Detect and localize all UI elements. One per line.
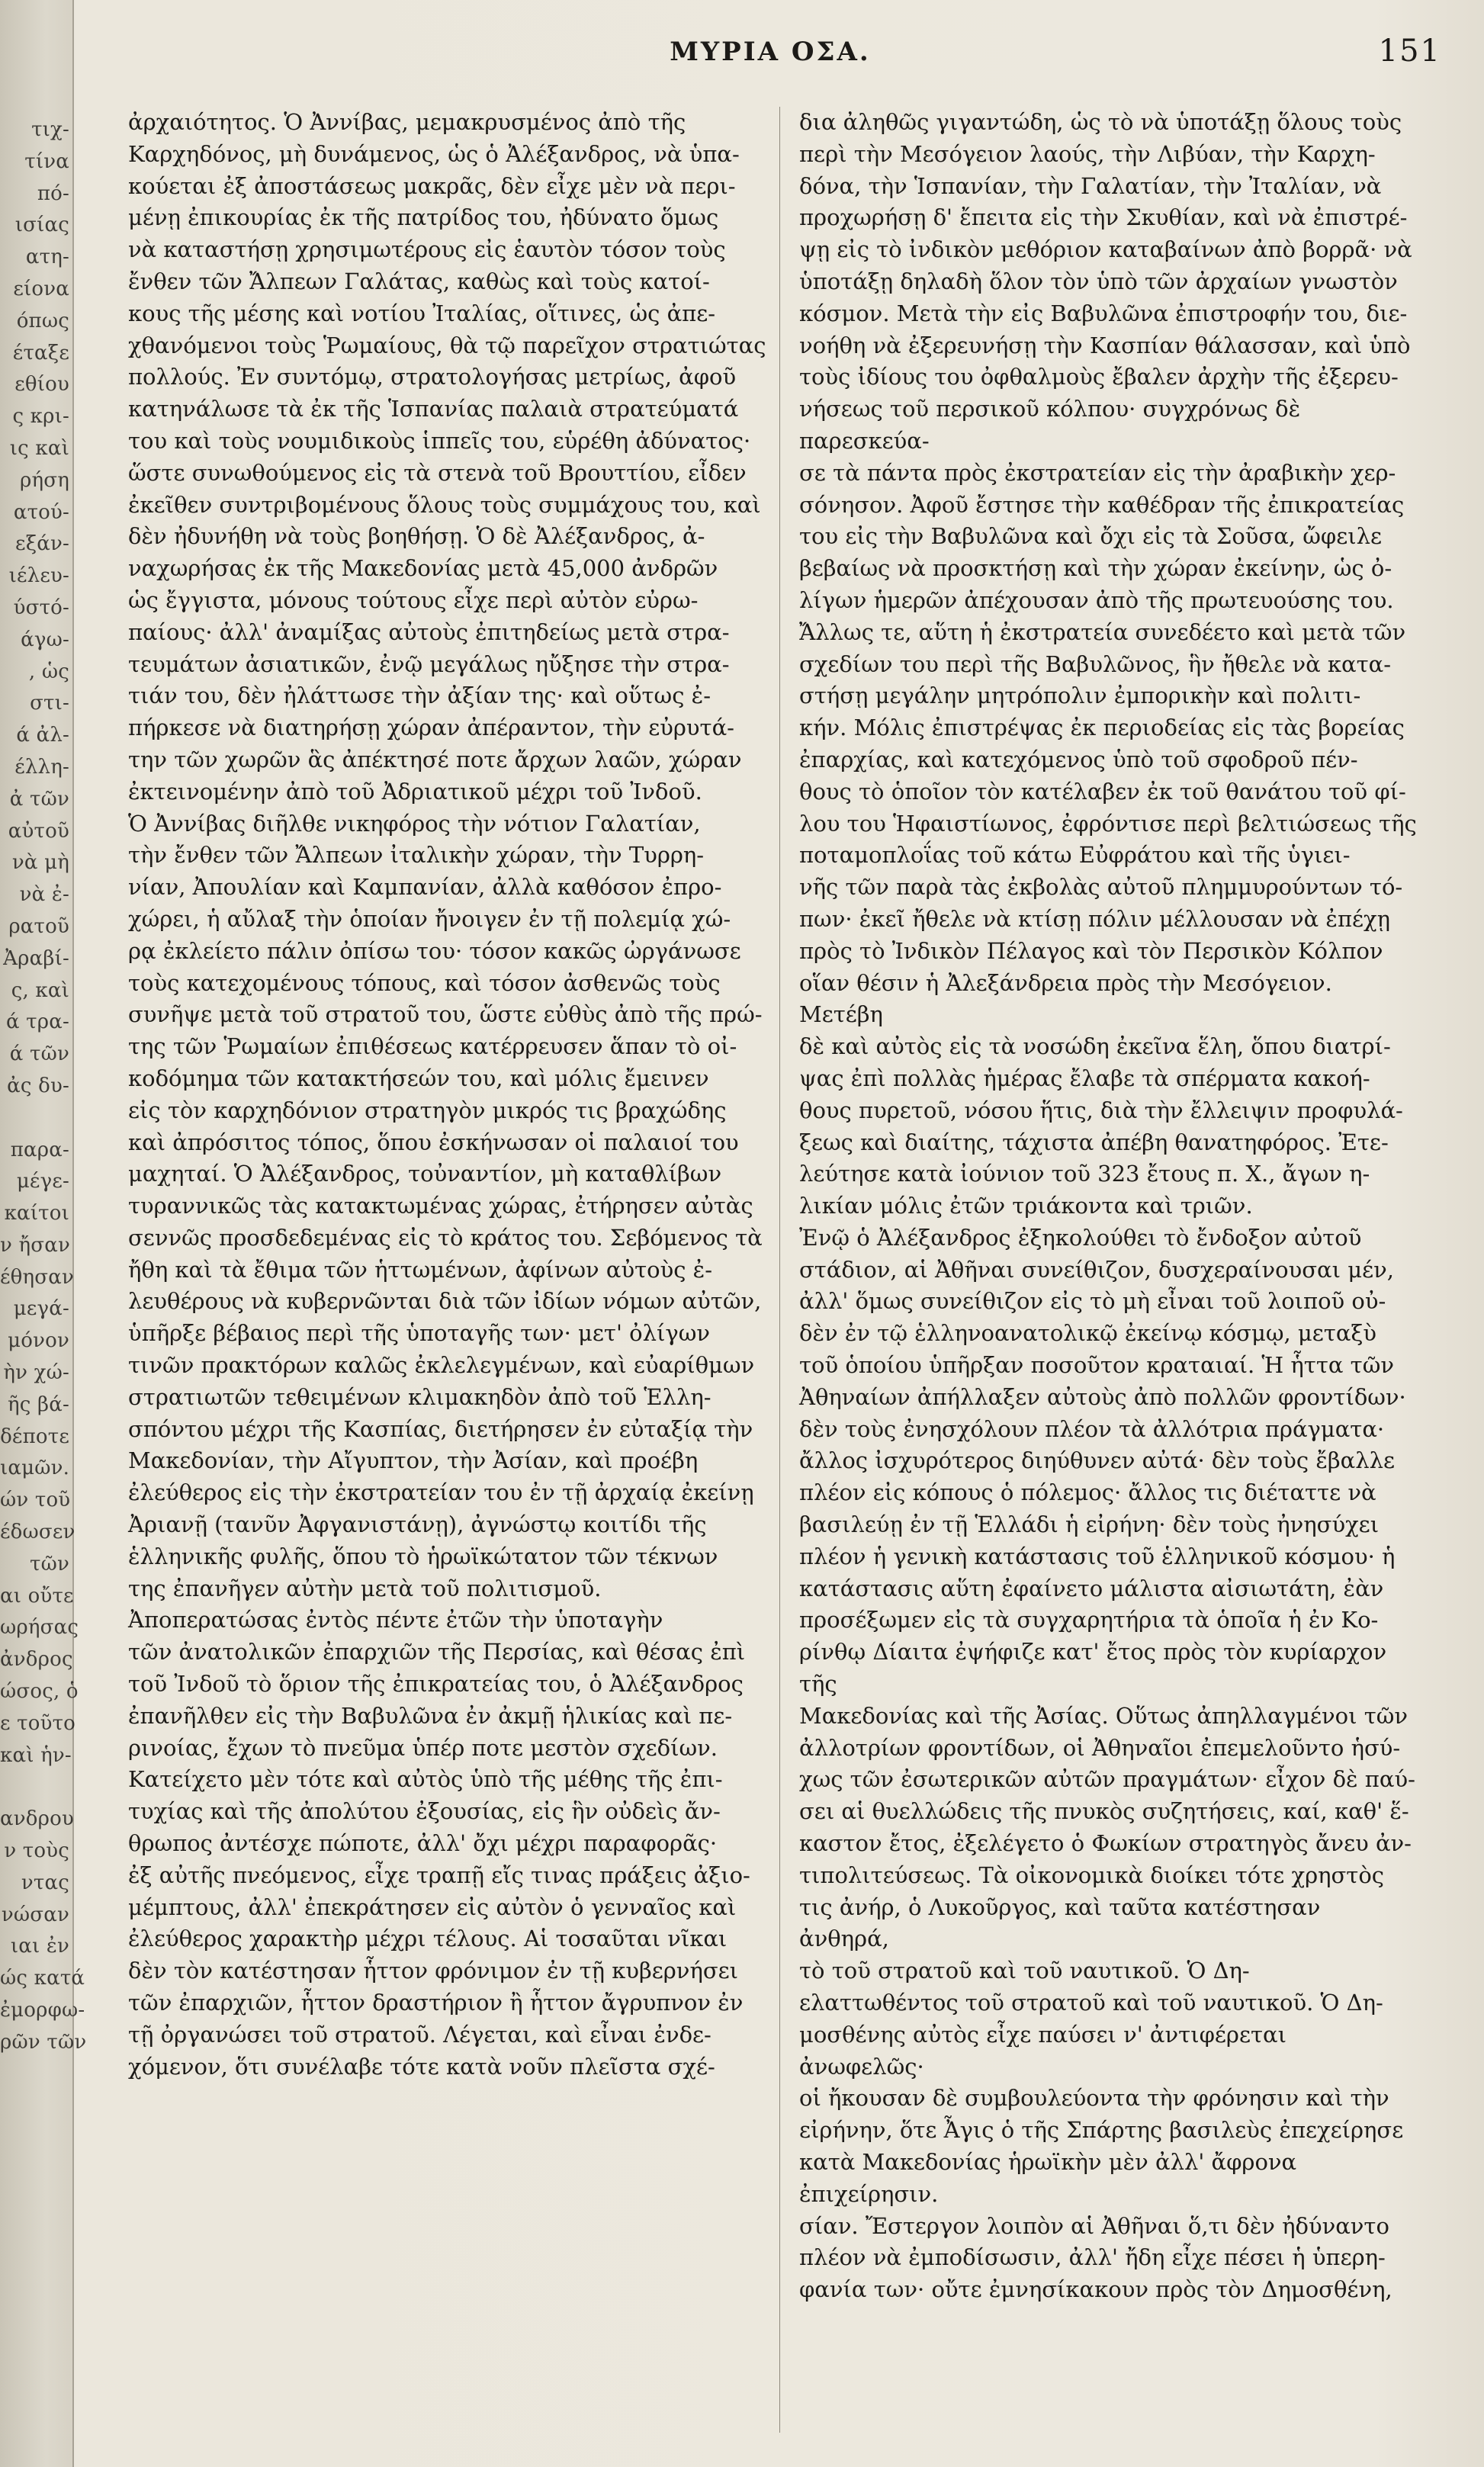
gutter-fragment: καὶ ἡν- bbox=[0, 1743, 72, 1767]
gutter-fragment: ρήση bbox=[20, 468, 69, 492]
gutter-fragment: ν τοὺς bbox=[4, 1839, 69, 1863]
gutter-fragment: ις καὶ bbox=[9, 436, 69, 460]
gutter-fragment bbox=[0, 1772, 69, 1804]
gutter-fragment bbox=[0, 1103, 69, 1135]
gutter-fragment: ἀνδρος bbox=[0, 1648, 73, 1672]
gutter-fragment: καίτοι bbox=[4, 1202, 69, 1225]
gutter-fragment: ατού- bbox=[13, 500, 69, 524]
gutter-fragment: ἀ τῶν bbox=[9, 787, 69, 811]
page-number: 151 bbox=[1378, 34, 1441, 69]
gutter-fragment: τίνα bbox=[24, 149, 69, 173]
gutter-fragment: ε τοῦτο bbox=[0, 1711, 76, 1735]
gutter-fragment: έδωσεν bbox=[0, 1521, 75, 1544]
gutter-fragment: ά τρα- bbox=[5, 1010, 69, 1034]
gutter-fragment: ς, καὶ bbox=[11, 978, 69, 1002]
gutter-fragment: τιχ- bbox=[31, 118, 69, 141]
gutter-fragment: πό- bbox=[37, 181, 69, 205]
gutter-fragment: Ἀραβί- bbox=[3, 946, 69, 970]
gutter-fragment: εξάν- bbox=[15, 532, 69, 556]
gutter-fragment: ν ἤσαν bbox=[0, 1233, 70, 1257]
gutter-fragment: παρα- bbox=[10, 1138, 69, 1161]
gutter-fragment: έταξε bbox=[12, 341, 69, 365]
adjacent-page-gutter bbox=[0, 0, 87, 2467]
gutter-fragment: ών τοῦ bbox=[0, 1489, 71, 1512]
gutter-fragment: ιαμῶν. bbox=[0, 1457, 70, 1480]
gutter-fragment: εθίου bbox=[14, 373, 69, 397]
left-paragraph-3: Ἀποπερατώσας ἐντὸς πέντε ἐτῶν τὴν ὑποταγὴν τῶν ἀνατολικῶν ἐπαρχιῶν τῆς Περσίας, καὶ θέσας ἐπὶ τοῦ Ἰνδοῦ τὸ ὅριον τῆς ἐπικρατείας του, ὁ Ἀλέξανδρος ἐπανῆλθεν εἰς τὴν Βαβυλῶνα ἐν ἀκμῇ ἡλικίας καὶ πε- ρινοίας, ἔχων τὸ πνεῦμα ὑπέρ ποτε μεστὸν σχεδίων. Κατείχετο μὲν τότε καὶ αὐτὸς ὑπὸ τῆς μέθης τῆς ἐπι- τυχίας καὶ τῆς ἀπολύτου ἐξουσίας, εἰς ἣν οὐδεὶς ἄν- θρωπος ἀντέσχε πώποτε, ἀλλ' ὄχι μέχρι παραφορᾶς· ἐξ αὐτῆς πνεόμενος, εἶχε τραπῇ εἴς τινας πράξεις ἀξιο- μέμπτους, ἀλλ' ἐπεκράτησεν εἰς αὐτὸν ὁ γενναῖος καὶ ἐλεύθερος χαρακτὴρ μέχρι τέλους. Αἱ τοσαῦται νῖκαι δὲν τὸν κατέστησαν ἧττον φρόνιμον ἐν τῇ κυβερνήσει τῶν ἐπαρχιῶν, ἧττον δραστήριον ἢ ἧττον ἄγρυπνον ἐν τῇ ὀργανώσει τοῦ στρατοῦ. Λέγεται, καὶ εἶναι ἐνδε- χόμενον, ὅτι συνέλαβε τότε κατὰ νοῦν πλεῖστα σχέ- bbox=[128, 1607, 750, 2080]
right-column bbox=[799, 107, 1417, 2306]
gutter-fragment: ἐμορφω- bbox=[0, 1999, 85, 2022]
page-header bbox=[84, 31, 1457, 76]
adjacent-page-fragments bbox=[0, 0, 87, 2059]
right-paragraph-2: Ἐνῷ ὁ Ἀλέξανδρος ἐξηκολούθει τὸ ἔνδοξον αὐτοῦ στάδιον, αἱ Ἀθῆναι συνείθιζον, δυσχεραίνουσαι μέν, ἀλλ' ὅμως συνείθιζον εἰς τὸ μὴ εἶναι τοῦ λοιποῦ οὐ- δὲν ἐν τῷ ἑλληνοανατολικῷ ἐκείνῳ κόσμῳ, μεταξὺ τοῦ ὁποίου ὑπῆρξαν ποσοῦτον κραταιαί. Ἡ ἧττα τῶν Ἀθηναίων ἀπήλλαξεν αὐτοὺς ἀπὸ πολλῶν φροντίδων· δὲν τοὺς ἐνησχόλουν πλέον τὰ ἀλλότρια πράγματα· ἄλλος ἰσχυρότερος διηύθυνεν αὐτά· δὲν τοὺς ἔβαλλε πλέον εἰς κόπους ὁ πόλεμος· ἄλλος τις διέταττε νὰ βασιλεύῃ ἐν τῇ Ἑλλάδι ἡ εἰρήνη· δὲν τοὺς ἠνησύχει πλέον ἡ γενικὴ κατάστασις τοῦ ἑλληνικοῦ κόσμου· ἡ κατάστασις αὕτη ἐφαίνετο μάλιστα αἰσιωτάτη, ἐὰν προσέξωμεν εἰς τὰ συγχαρητήρια τὰ ὁποῖα ἡ ἐν Κο- ρίνθῳ Δίαιτα ἐψήφιζε κατ' ἔτος πρὸς τὸν κυρίαρχον τῆς Μακεδονίας καὶ τῆς Ἀσίας. Οὕτως ἀπηλλαγμένοι τῶν ἀλλοτρίων φροντίδων, οἱ Ἀθηναῖοι ἐπεμελοῦντο ἡσύ- χως τῶν ἐσωτερικῶν αὐτῶν πραγμάτων· εἶχον δὲ παύ- σει αἱ θυελλώδεις τῆς πνυκὸς συζητήσεις, καί, καθ' ἕ- καστον ἔτος, ἐξελέγετο ὁ Φωκίων στρατηγὸς ἄνευ ἀν- τιπολιτεύσεως. Τὰ οἰκονομικὰ διοίκει τότε χρηστὸς τις ἀνήρ, ὁ Λυκοῦργος, καὶ ταῦτα κατέστησαν ἀνθηρά, τὸ τοῦ στρατοῦ καὶ τοῦ ναυτικοῦ. Ὁ Δη- ελαττωθέντος τοῦ στρατοῦ καὶ τοῦ ναυτικοῦ. Ὁ Δη- μοσθένης αὐτὸς εἶχε παύσει ν' ἀντιφέρεται ἀνωφελῶς· οἱ ἤκουσαν δὲ συμβουλεύοντα τὴν φρόνησιν καὶ τὴν εἰρήνην, ὅτε Ἆγις ὁ τῆς Σπάρτης βασιλεὺς ἐπεχείρησε κατὰ Μακεδονίας ἡρωϊκὴν μὲν ἀλλ' ἄφρονα ἐπιχείρησιν. σίαν. Ἔστεργον λοιπὸν αἱ Ἀθῆναι ὅ,τι δὲν ἠδύναντο πλέον νὰ ἐμποδίσωσιν, ἀλλ' ἤδη εἶχε πέσει ἡ ὑπερη- φανία των· οὔτε ἐμνησίκακουν πρὸς τὸν Δημοσθένη, bbox=[799, 1224, 1415, 2303]
gutter-fragment: ώς κατά bbox=[0, 1967, 85, 1990]
gutter-fragment: όπως bbox=[16, 309, 69, 332]
gutter-fragment: ιέλευ- bbox=[8, 564, 69, 588]
right-paragraph-1: δια ἀληθῶς γιγαντώδη, ὡς τὸ νὰ ὑποτάξῃ ὅλους τοὺς περὶ τὴν Μεσόγειον λαούς, τὴν Λιβύαν, τὴν Καρχη- δόνα, τὴν Ἱσπανίαν, τὴν Γαλατίαν, τὴν Ἰταλίαν, νὰ προχωρήσῃ δ' ἔπειτα εἰς τὴν Σκυθίαν, καὶ νὰ ἐπιστρέ- ψῃ εἰς τὸ ἰνδικὸν μεθόριον καταβαίνων ἀπὸ βορρᾶ· νὰ ὑποτάξῃ δηλαδὴ ὅλον τὸν ὑπὸ τῶν ἀρχαίων γνωστὸν κόσμον. Μετὰ τὴν εἰς Βαβυλῶνα ἐπιστροφήν του, διε- νοήθη νὰ ἐξερευνήσῃ τὴν Κασπίαν θάλασσαν, καὶ ὑπὸ τοὺς ἰδίους του ὀφθαλμοὺς ἔβαλεν ἀρχὴν τῆς ἐξερευ- νήσεως τοῦ περσικοῦ κόλπου· συγχρόνως δὲ παρεσκεύα- σε τὰ πάντα πρὸς ἐκστρατείαν εἰς τὴν ἀραβικὴν χερ- σόνησον. Ἀφοῦ ἔστησε τὴν καθέδραν τῆς ἐπικρατείας του εἰς τὴν Βαβυλῶνα καὶ ὄχι εἰς τὰ Σοῦσα, ὤφειλε βεβαίως νὰ προσκτήσῃ καὶ τὴν χώραν ἐκείνην, ὡς ὀ- λίγων ἡμερῶν ἀπέχουσαν ἀπὸ τῆς πρωτευούσης του. Ἄλλως τε, αὕτη ἡ ἐκστρατεία συνεδέετο καὶ μετὰ τῶν σχεδίων του περὶ τῆς Βαβυλῶνος, ἣν ἤθελε νὰ κατα- στήσῃ μεγάλην μητρόπολιν ἐμπορικὴν καὶ πολιτι- κήν. Μόλις ἐπιστρέψας ἐκ περιοδείας εἰς τὰς βορείας ἐπαρχίας, καὶ κατεχόμενος ὑπὸ τοῦ σφοδροῦ πέν- θους τὸ ὁποῖον τὸν κατέλαβεν ἐκ τοῦ θανάτου τοῦ φί- λου του Ἡφαιστίωνος, ἐφρόντισε περὶ βελτιώσεως τῆς ποταμοπλοΐας τοῦ κάτω Εὐφράτου καὶ τῆς ὑγιει- νῆς τῶν παρὰ τὰς ἐκβολὰς αὐτοῦ πλημμυρούντων τό- πων· ἐκεῖ ἤθελε νὰ κτίσῃ πόλιν μέλλουσαν νὰ ἐπέχῃ πρὸς τὸ Ἰνδικὸν Πέλαγος καὶ τὸν Περσικὸν Κόλπον οἵαν θέσιν ἡ Ἀλεξάνδρεια πρὸς τὴν Μεσόγειον. Μετέβη δὲ καὶ αὐτὸς εἰς τὰ νοσώδη ἐκεῖνα ἕλη, ὅπου διατρί- ψας ἐπὶ πολλὰς ἡμέρας ἔλαβε τὰ σπέρματα κακοή- θους πυρετοῦ, νόσου ἥτις, διὰ τὴν ἔλλειψιν προφυλά- ξεως καὶ διαίτης, τάχιστα ἀπέβη θανατηφόρος. Ἐτε- λεύτησε κατὰ ἰούνιον τοῦ 323 ἔτους π. Χ., ἄγων η- λικίαν μόλις ἐτῶν τριάκοντα καὶ τριῶν. bbox=[799, 109, 1417, 1219]
gutter-fragment: μεγά- bbox=[13, 1297, 69, 1321]
gutter-fragment: είονα bbox=[13, 277, 69, 300]
gutter-fragment: στι- bbox=[30, 692, 69, 715]
gutter-fragment: ά ἀλ- bbox=[16, 724, 69, 747]
gutter-fragment: ντας bbox=[21, 1871, 69, 1894]
gutter-fragment: ατη- bbox=[25, 246, 69, 269]
gutter-fragment: αὐτοῦ bbox=[8, 819, 69, 843]
gutter-fragment: ωρήσας bbox=[0, 1616, 79, 1640]
left-column bbox=[128, 107, 792, 2083]
gutter-fragment: έθησαν bbox=[0, 1265, 75, 1289]
gutter-fragment: ρατοῦ bbox=[8, 914, 69, 938]
gutter-fragment: ἀς δυ- bbox=[7, 1074, 69, 1097]
gutter-fragment: άγω- bbox=[21, 628, 69, 651]
gutter-fragment: , ὡς bbox=[28, 660, 69, 683]
gutter-fragment: ῆς βά- bbox=[8, 1393, 69, 1416]
gutter-fragment: ιαι ἐν bbox=[10, 1935, 69, 1958]
gutter-fragment: ρῶν τῶν bbox=[0, 2030, 87, 2054]
gutter-fragment: ά τῶν bbox=[9, 1042, 69, 1066]
gutter-fragment: ισίας bbox=[14, 214, 69, 237]
gutter-fragment: δέποτε bbox=[0, 1425, 69, 1448]
gutter-fragment: αι οὔτε bbox=[0, 1584, 74, 1608]
gutter-fragment: ύστό- bbox=[13, 596, 69, 619]
gutter-fragment: νὰ ἐ- bbox=[19, 883, 69, 907]
gutter-fragment: μέγε- bbox=[16, 1170, 69, 1193]
left-paragraph-2: Ὁ Ἀννίβας διῆλθε νικηφόρος τὴν νότιον Γαλατίαν, τὴν ἔνθεν τῶν Ἄλπεων ἰταλικὴν χώραν, τὴν Τυρρη- νίαν, Ἀπουλίαν καὶ Καμπανίαν, ἀλλὰ καθόσον ἐπρο- χώρει, ἡ αὔλαξ τὴν ὁποίαν ἤνοιγεν ἐν τῇ πολεμίᾳ χώ- ρᾳ ἐκλείετο πάλιν ὀπίσω του· τόσον κακῶς ὠργάνωσε τοὺς κατεχομένους τόπους, καὶ τόσον ἀσθενῶς τοὺς συνῆψε μετὰ τοῦ στρατοῦ του, ὥστε εὐθὺς ἀπὸ τῆς πρώ- της τῶν Ῥωμαίων ἐπιθέσεως κατέρρευσεν ἅπαν τὸ οἰ- κοδόμημα τῶν κατακτήσεών του, καὶ μόλις ἔμεινεν εἰς τὸν καρχηδόνιον στρατηγὸν μικρός τις βραχώδης καὶ ἀπρόσιτος τόπος, ὅπου ἐσκήνωσαν οἱ παλαιοί του μαχηταί. Ὁ Ἀλέξανδρος, τοὐναντίον, μὴ καταθλίβων τυραννικῶς τὰς κατακτωμένας χώρας, ἐτήρησεν αὐτὰς σεννῶς προσδεδεμένας εἰς τὸ κράτος του. Σεβόμενος τὰ ἤθη καὶ τὰ ἔθιμα τῶν ἡττωμένων, ἀφίνων αὐτοὺς ἐ- λευθέρους νὰ κυβερνῶνται διὰ τῶν ἰδίων νόμων αὐτῶν, ὑπῆρξε βέβαιος περὶ τῆς ὑποταγῆς των· μετ' ὀλίγων τινῶν πρακτόρων καλῶς ἐκλελεγμένων, καὶ εὐαρίθμων στρατιωτῶν τεθειμένων κλιμακηδὸν ἀπὸ τοῦ Ἑλλη- σπόντου μέχρι τῆς Κασπίας, διετήρησεν ἐν εὐταξίᾳ τὴν Μακεδονίαν, τὴν Αἴγυπτον, τὴν Ἀσίαν, καὶ προέβη ἐλεύθερος εἰς τὴν ἐκστρατείαν του ἐν τῇ ἀρχαίᾳ ἐκείνῃ Ἀριανῇ (τανῦν Ἀφγανιστάνῃ), ἀγνώστῳ κοιτίδι τῆς ἑλληνικῆς φυλῆς, ὅπου τὸ ἡρωϊκώτατον τῶν τέκνων της ἐπανῆγεν αὐτὴν μετὰ τοῦ πολιτισμοῦ. bbox=[128, 810, 763, 1601]
gutter-fragment: ανδρου bbox=[0, 1807, 74, 1831]
gutter-fragment: έλλη- bbox=[14, 755, 69, 779]
gutter-fragment: μόνον bbox=[8, 1329, 69, 1353]
running-title: ΜΥΡΙΑ ΟΣΑ. bbox=[670, 37, 871, 67]
gutter-fragment: νώσαν bbox=[1, 1903, 69, 1926]
gutter-fragment: τῶν bbox=[30, 1552, 69, 1576]
gutter-fragment: νὰ μὴ bbox=[11, 851, 69, 875]
gutter-fragment: ς κρι- bbox=[12, 405, 69, 429]
left-paragraph-1: ἀρχαιότητος. Ὁ Ἀννίβας, μεμακρυσμένος ἀπὸ τῆς Καρχηδόνος, μὴ δυνάμενος, ὡς ὁ Ἀλέξανδρος, νὰ ὑπα- κούεται ἐξ ἀποστάσεως μακρᾶς, δὲν εἶχε μὲν νὰ περι- μένῃ ἐπικουρίας ἐκ τῆς πατρίδος του, ἠδύνατο ὅμως νὰ καταστήσῃ χρησιμωτέρους εἰς ἑαυτὸν τόσον τοὺς ἔνθεν τῶν Ἄλπεων Γαλάτας, καθὼς καὶ τοὺς κατοί- κους τῆς μέσης καὶ νοτίου Ἰταλίας, οἵτινες, ὡς ἀπε- χθανόμενοι τοὺς Ῥωμαίους, θὰ τῷ παρεῖχον στρατιώτας πολλούς. Ἐν συντόμῳ, στρατολογήσας μετρίως, ἀφοῦ κατηνάλωσε τὰ ἐκ τῆς Ἱσπανίας παλαιὰ στρατεύματά του καὶ τοὺς νουμιδικοὺς ἱππεῖς του, εὑρέθη ἀδύνατος· ὥστε συνωθούμενος εἰς τὰ στενὰ τοῦ Βρουττίου, εἶδεν ἐκεῖθεν συντριβομένους ὅλους τοὺς συμμάχους του, καὶ δὲν ἠδυνήθη νὰ τοὺς βοηθήσῃ. Ὁ δὲ Ἀλέξανδρος, ἀ- ναχωρήσας ἐκ τῆς Μακεδονίας μετὰ 45,000 ἀνδρῶν ὡς ἔγγιστα, μόνους τούτους εἶχε περὶ αὐτὸν εὐρω- παίους· ἀλλ' ἀναμίξας αὐτοὺς ἐπιτηδείως μετὰ στρα- τευμάτων ἀσιατικῶν, ἐνῷ μεγάλως ηὔξησε τὴν στρα- τιάν του, δὲν ἠλάττωσε τὴν ἀξίαν της· καὶ οὕτως ἐ- πήρκεσε νὰ διατηρήσῃ χώραν ἀπέραντον, τὴν εὐρυτά- την τῶν χωρῶν ἃς ἀπέκτησέ ποτε ἄρχων λαῶν, χώραν ἐκτεινομένην ἀπὸ τοῦ Ἀδριατικοῦ μέχρι τοῦ Ἰνδοῦ. bbox=[128, 109, 766, 805]
gutter-fragment: ὴν χώ- bbox=[3, 1361, 69, 1385]
gutter-fragment: ώσος, ὁ bbox=[0, 1680, 79, 1704]
